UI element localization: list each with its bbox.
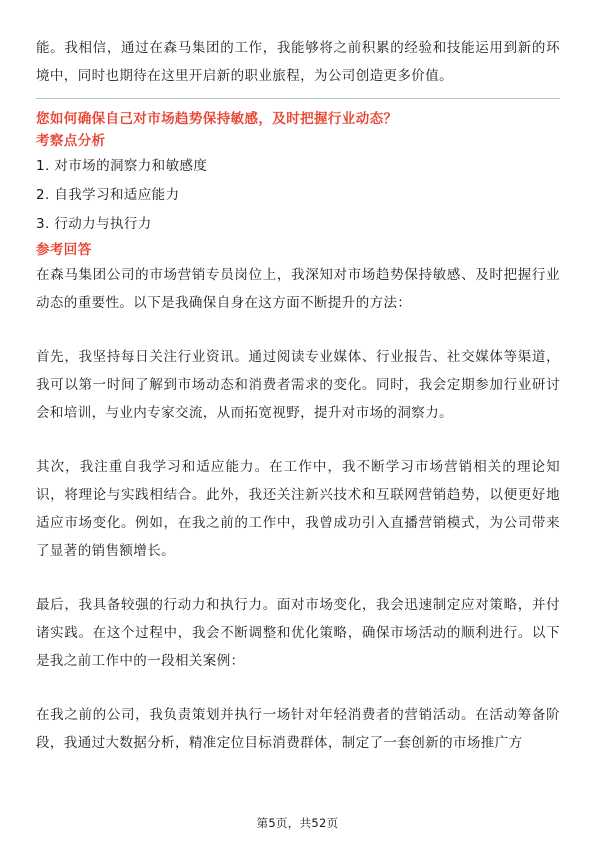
answer-heading: 参考回答: [36, 242, 92, 258]
answer-paragraph: 首先，我坚持每日关注行业资讯。通过阅读专业媒体、行业报告、社交媒体等渠道，我可以第一时间了解到市场动态和消费者需求的变化。同时，我会定期参加行业研讨会和培训，与业内专家交流，从而拓宽视野，提升对市场的洞察力。: [36, 349, 560, 421]
answer-paragraph: 其次，我注重自我学习和适应能力。在工作中，我不断学习市场营销相关的理论知识，将理论与实践相结合。此外，我还关注新兴技术和互联网营销趋势，以便更好地适应市场变化。例如，在我之前的工作中，我曾成功引入直播营销模式，为公司带来了显著的销售额增长。: [36, 459, 560, 559]
paragraph-gap: [36, 317, 560, 343]
paragraph-gap: [36, 565, 560, 591]
analysis-point: 1. 对市场的洞察力和敏感度: [36, 158, 208, 174]
analysis-point: 3. 行动力与执行力: [36, 216, 152, 232]
page-content: [36, 34, 560, 757]
analysis-point: 2. 自我学习和适应能力: [36, 187, 180, 203]
answer-paragraph: 在我之前的公司，我负责策划并执行一场针对年轻消费者的营销活动。在活动筹备阶段，我通过大数据分析，精准定位目标消费群体，制定了一套创新的市场推广方: [36, 707, 560, 751]
paragraph-gap: [36, 427, 560, 453]
intro-paragraph: 能。我相信，通过在森马集团的工作，我能够将之前积累的经验和技能运用到新的环境中，同时也期待在这里开启新的职业旅程，为公司创造更多价值。: [36, 40, 560, 84]
section-divider: [36, 98, 560, 99]
answer-paragraph: 在森马集团公司的市场营销专员岗位上，我深知对市场趋势保持敏感、及时把握行业动态的重要性。以下是我确保自身在这方面不断提升的方法：: [36, 267, 560, 311]
answer-paragraph: 最后，我具备较强的行动力和执行力。面对市场变化，我会迅速制定应对策略，并付诸实践。在这个过程中，我会不断调整和优化策略，确保市场活动的顺利进行。以下是我之前工作中的一段相关案例：: [36, 597, 560, 669]
analysis-heading: 考察点分析: [36, 133, 106, 149]
paragraph-gap: [36, 675, 560, 701]
interview-question: 您如何确保自己对市场趋势保持敏感，及时把握行业动态？: [36, 111, 398, 127]
analysis-points-list: [36, 152, 560, 239]
page-indicator: 第5页，共52页: [256, 816, 339, 830]
page-footer: [0, 815, 595, 831]
